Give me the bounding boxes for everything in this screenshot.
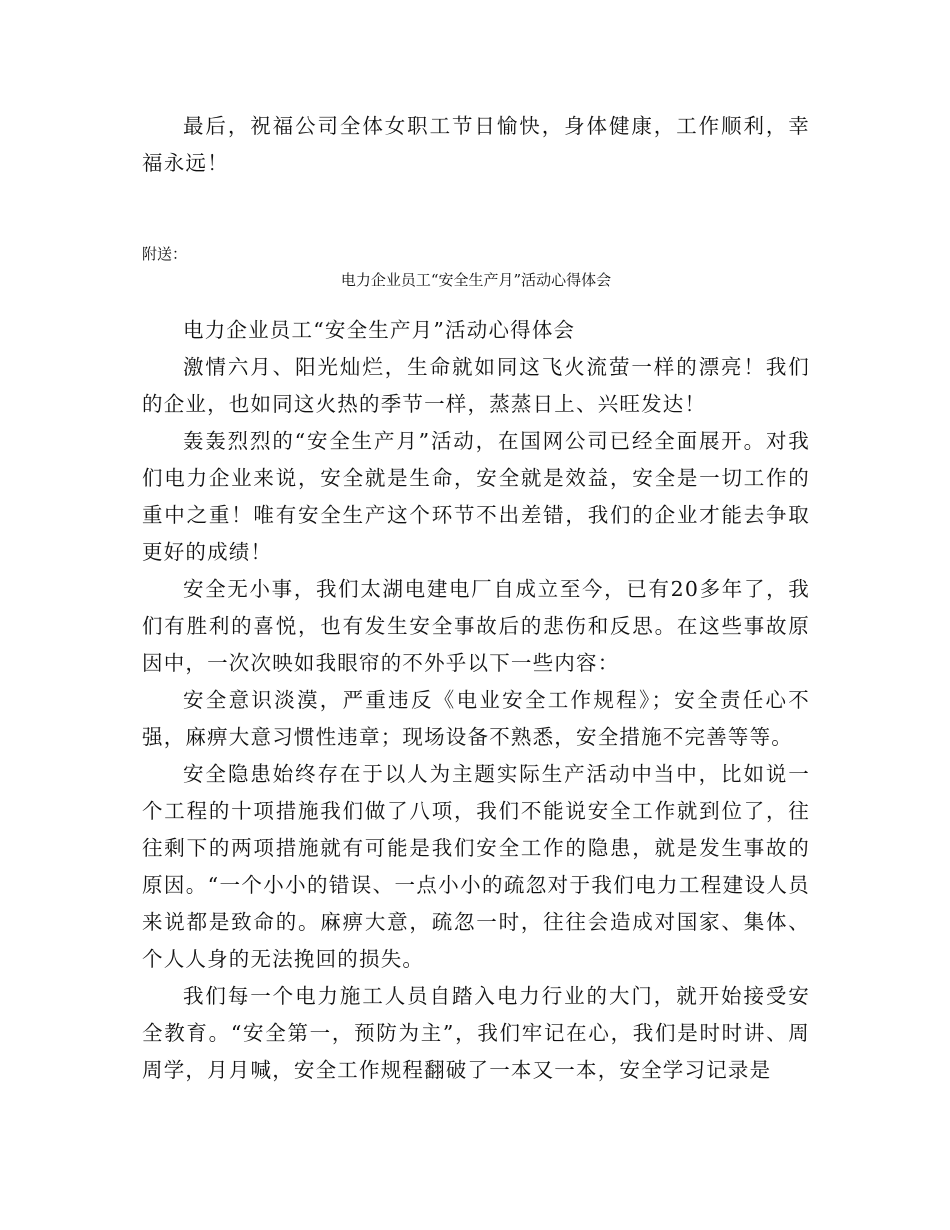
- body-paragraph-5: 安全隐患始终存在于以人为主题实际生产活动中当中，比如说一个工程的十项措施我们做了八项，我们不能说安全工作就到位了，往往剩下的两项措施就有可能是我们安全工作的隐患，就是发生事故的原因。“一个小小的错误、一点小小的疏忽对于我们电力工程建设人员来说都是致命的。麻痹大意，疏忽一时，往往会造成对国家、集体、个人人身的无法挽回的损失。: [142, 762, 810, 971]
- appendix-title: 电力企业员工“安全生产月”活动心得体会: [340, 271, 612, 289]
- body-paragraph-2: 轰轰烈烈的“安全生产月”活动，在国网公司已经全面展开。对我们电力企业来说，安全就是生命，安全就是效益，安全是一切工作的重中之重！唯有安全生产这个环节不出差错，我们的企业才能去争取更好的成绩！: [142, 429, 810, 564]
- body-paragraph-3: 安全无小事，我们太湖电建电厂自成立至今，已有20多年了，我们有胜利的喜悦，也有发生安全事故后的悲伤和反思。在这些事故原因中，一次次映如我眼帘的不外乎以下一些内容：: [142, 577, 810, 675]
- closing-paragraph: 最后，祝福公司全体女职工节日愉快，身体健康，工作顺利，幸福永远！: [142, 114, 810, 175]
- appendix-label: 附送：: [142, 245, 188, 263]
- body-paragraph-1: 激情六月、阳光灿烂，生命就如同这飞火流萤一样的漂亮！我们的企业，也如同这火热的季节一样，蒸蒸日上、兴旺发达！: [142, 355, 810, 416]
- body-paragraph-4: 安全意识淡漠，严重违反《电业安全工作规程》；安全责任心不强，麻痹大意习惯性违章；现场设备不熟悉，安全措施不完善等等。: [142, 688, 810, 749]
- body-paragraph-6: 我们每一个电力施工人员自踏入电力行业的大门，就开始接受安全教育。“安全第一，预防为主”，我们牢记在心，我们是时时讲、周周学，月月喊，安全工作规程翻破了一本又一本，安全学习记录是: [142, 984, 810, 1082]
- body-heading-paragraph: 电力企业员工“安全生产月”活动心得体会: [183, 318, 576, 342]
